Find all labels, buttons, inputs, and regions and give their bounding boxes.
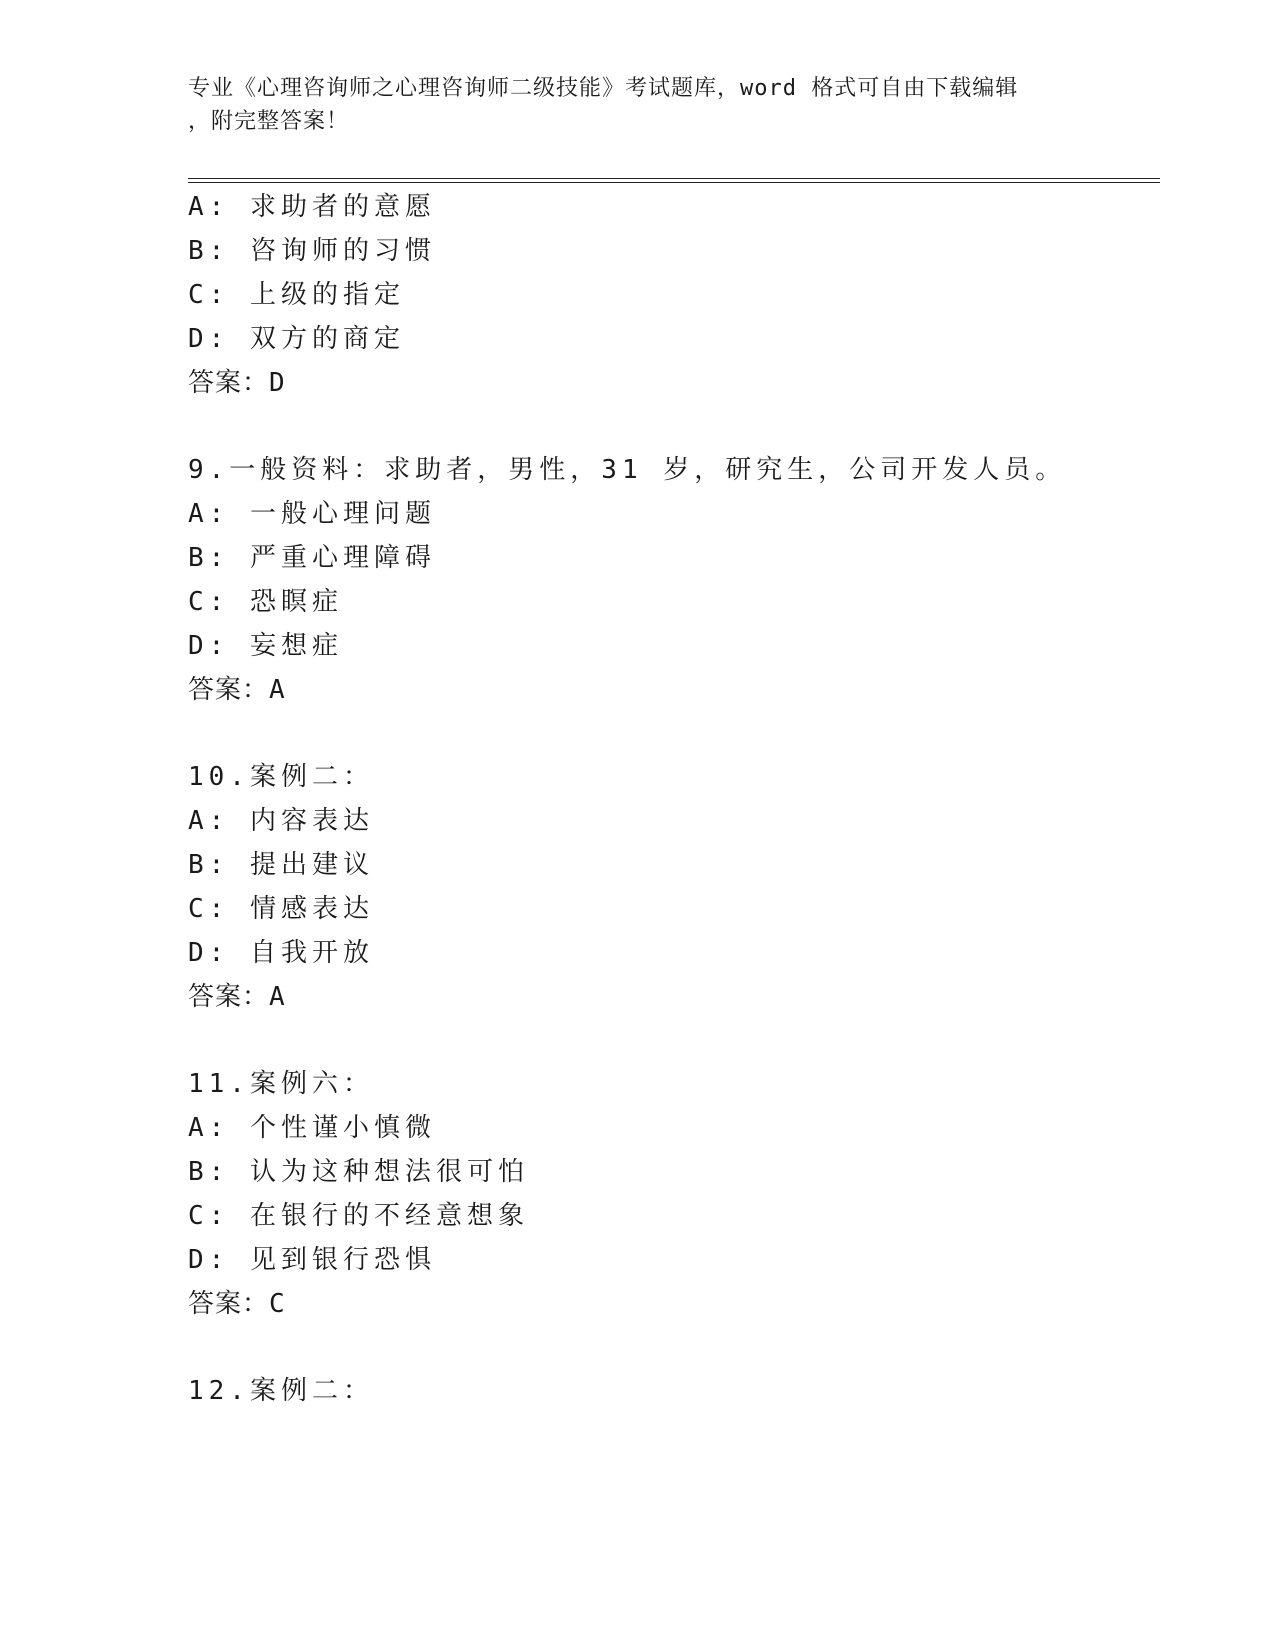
- q8-option-c: C: 上级的指定: [188, 280, 405, 310]
- q11-option-b: B: 认为这种想法很可怕: [188, 1157, 529, 1187]
- q11-option-a: A: 个性谨小慎微: [188, 1113, 436, 1143]
- header-divider: [188, 178, 1160, 183]
- q10-stem: 10.案例二：: [188, 762, 374, 792]
- q9-option-d: D: 妄想症: [188, 631, 343, 661]
- q11-option-c: C: 在银行的不经意想象: [188, 1201, 529, 1231]
- q11-option-d: D: 见到银行恐惧: [188, 1245, 436, 1275]
- q8-option-b: B: 咨询师的习惯: [188, 236, 436, 266]
- header-line-2: ，附完整答案！: [188, 109, 350, 134]
- q9-option-b: B: 严重心理障碍: [188, 543, 436, 573]
- q9-option-c: C: 恐瞑症: [188, 587, 343, 617]
- q9-answer: 答案：A: [188, 675, 286, 705]
- document-header: [188, 72, 1088, 138]
- q10-answer: 答案：A: [188, 982, 286, 1012]
- q10-option-b: B: 提出建议: [188, 850, 374, 880]
- q9-stem: 9.一般资料：求助者，男性，31 岁，研究生，公司开发人员。: [188, 455, 1067, 485]
- q11-answer: 答案：C: [188, 1289, 286, 1319]
- q10-option-a: A: 内容表达: [188, 806, 374, 836]
- q12-stem: 12.案例二：: [188, 1376, 374, 1406]
- q10-option-d: D: 自我开放: [188, 938, 374, 968]
- q8-answer: 答案：D: [188, 368, 286, 398]
- q10-option-c: C: 情感表达: [188, 894, 374, 924]
- q8-option-a: A: 求助者的意愿: [188, 192, 436, 222]
- header-line-1: 专业《心理咨询师之心理咨询师二级技能》考试题库，word 格式可自由下载编辑: [188, 76, 1019, 101]
- q9-option-a: A: 一般心理问题: [188, 499, 436, 529]
- q11-stem: 11.案例六：: [188, 1069, 374, 1099]
- q8-option-d: D: 双方的商定: [188, 324, 405, 354]
